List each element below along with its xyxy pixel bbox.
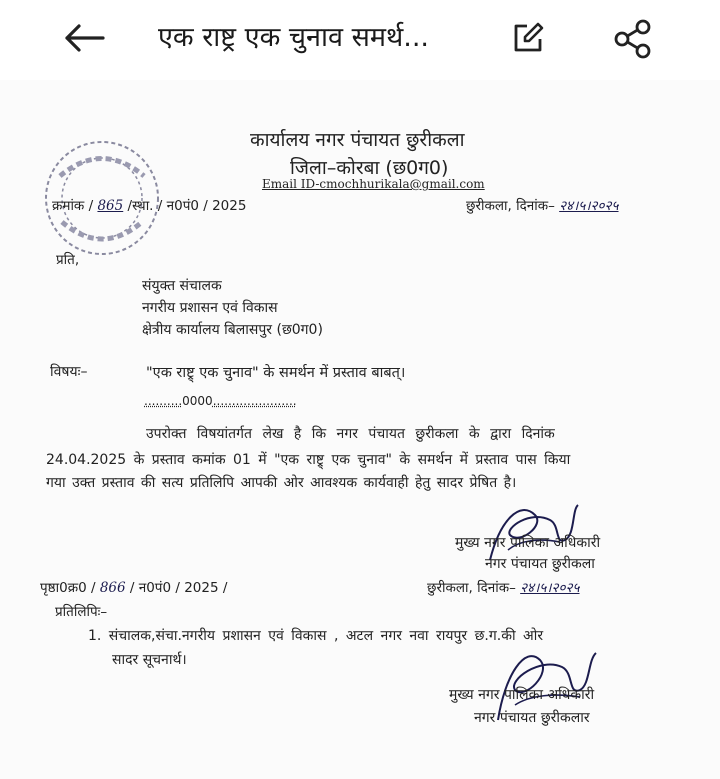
address-line-1: संयुक्त संचालक — [142, 278, 222, 294]
handwritten-date: २४।५।२०२५ — [559, 198, 619, 214]
email-line: Email ID-cmochhurikala@gmail.com — [262, 177, 485, 191]
address-line-3: क्षेत्रीय कार्यालय बिलासपुर (छ0ग0) — [142, 322, 323, 338]
endorsement-suffix: / न0पं0 / 2025 / — [129, 580, 228, 596]
body-line-3: गया उक्त प्रस्ताव की सत्य प्रतिलिपि आपकी ओर आवश्यक कार्यवाही हेतु सादर प्रेषित है। — [46, 475, 517, 491]
app-bar — [0, 0, 720, 78]
reference-suffix: /स्था. / न0पं0 / 2025 — [127, 198, 247, 214]
handwritten-date-2: २४।५।२०२५ — [520, 580, 580, 596]
endorsement-prefix: पृष्ठा0क्र0 — [40, 580, 87, 596]
signature-2-designation: मुख्य नगर पालिका अधिकारी — [449, 687, 595, 703]
share-icon — [612, 18, 654, 60]
endorsement-date — [427, 578, 580, 596]
edit-button[interactable] — [506, 16, 550, 60]
copy-line-2: सादर सूचनार्थ। — [112, 652, 187, 668]
signature-1-office: नगर पंचायत छुरीकला — [485, 556, 595, 572]
reference-handwritten-number: 865 — [97, 198, 124, 214]
subject-text: "एक राष्ट्र् एक चुनाव" के समर्थन में प्रस्ताव बाबत्। — [146, 365, 406, 381]
share-button[interactable] — [608, 16, 658, 62]
edit-icon — [511, 21, 545, 55]
separator-line: ..........0000...................... — [144, 394, 297, 408]
district-line: जिला–कोरबा (छ0ग0) — [290, 157, 449, 179]
document-page[interactable] — [0, 80, 720, 779]
reference-prefix: क्रमांक — [52, 198, 85, 214]
subject-label: विषयः– — [50, 364, 88, 380]
reference-date — [466, 196, 619, 214]
endorsement-number: पृष्ठा0क्र0 / 866 / न0पं0 / 2025 / — [40, 580, 228, 596]
place-date-label: छुरीकला, दिनांक– — [466, 198, 555, 214]
body-line-2: 24.04.2025 के प्रस्ताव कमांक 01 में "एक राष्ट्र् एक चुनाव" के समर्थन में प्रस्ताव पास किया — [46, 452, 571, 468]
signature-2-office: नगर पंचायत छुरीकलार — [474, 710, 590, 726]
body-line-1: उपरोक्त विषयांतर्गत लेख है कि नगर पंचायत छुरीकला के द्वारा दिनांक — [146, 426, 555, 442]
address-line-2: नगरीय प्रशासन एवं विकास — [142, 300, 278, 316]
separator-text: 0000 — [182, 394, 213, 408]
back-button[interactable] — [58, 16, 110, 60]
place-date-label-2: छुरीकला, दिनांक– — [427, 580, 516, 596]
copy-label: प्रतिलिपिः– — [55, 604, 108, 620]
document-title: एक राष्ट्र एक चुनाव समर्थ... — [158, 22, 430, 53]
to-label: प्रति, — [56, 252, 80, 268]
copy-line-1: 1. संचालक,संचा.नगरीय प्रशासन एवं विकास , अटल नगर नवा रायपुर छ.ग.की ओर — [88, 628, 544, 644]
signature-1-designation: मुख्य नगर पालिका अधिकारी — [455, 535, 601, 551]
endorsement-handwritten-number: 866 — [99, 580, 126, 596]
office-title: कार्यालय नगर पंचायत छुरीकला — [250, 129, 465, 151]
reference-number: क्रमांक / 865 /स्था. / न0पं0 / 2025 — [52, 198, 247, 214]
arrow-left-icon — [63, 23, 105, 53]
